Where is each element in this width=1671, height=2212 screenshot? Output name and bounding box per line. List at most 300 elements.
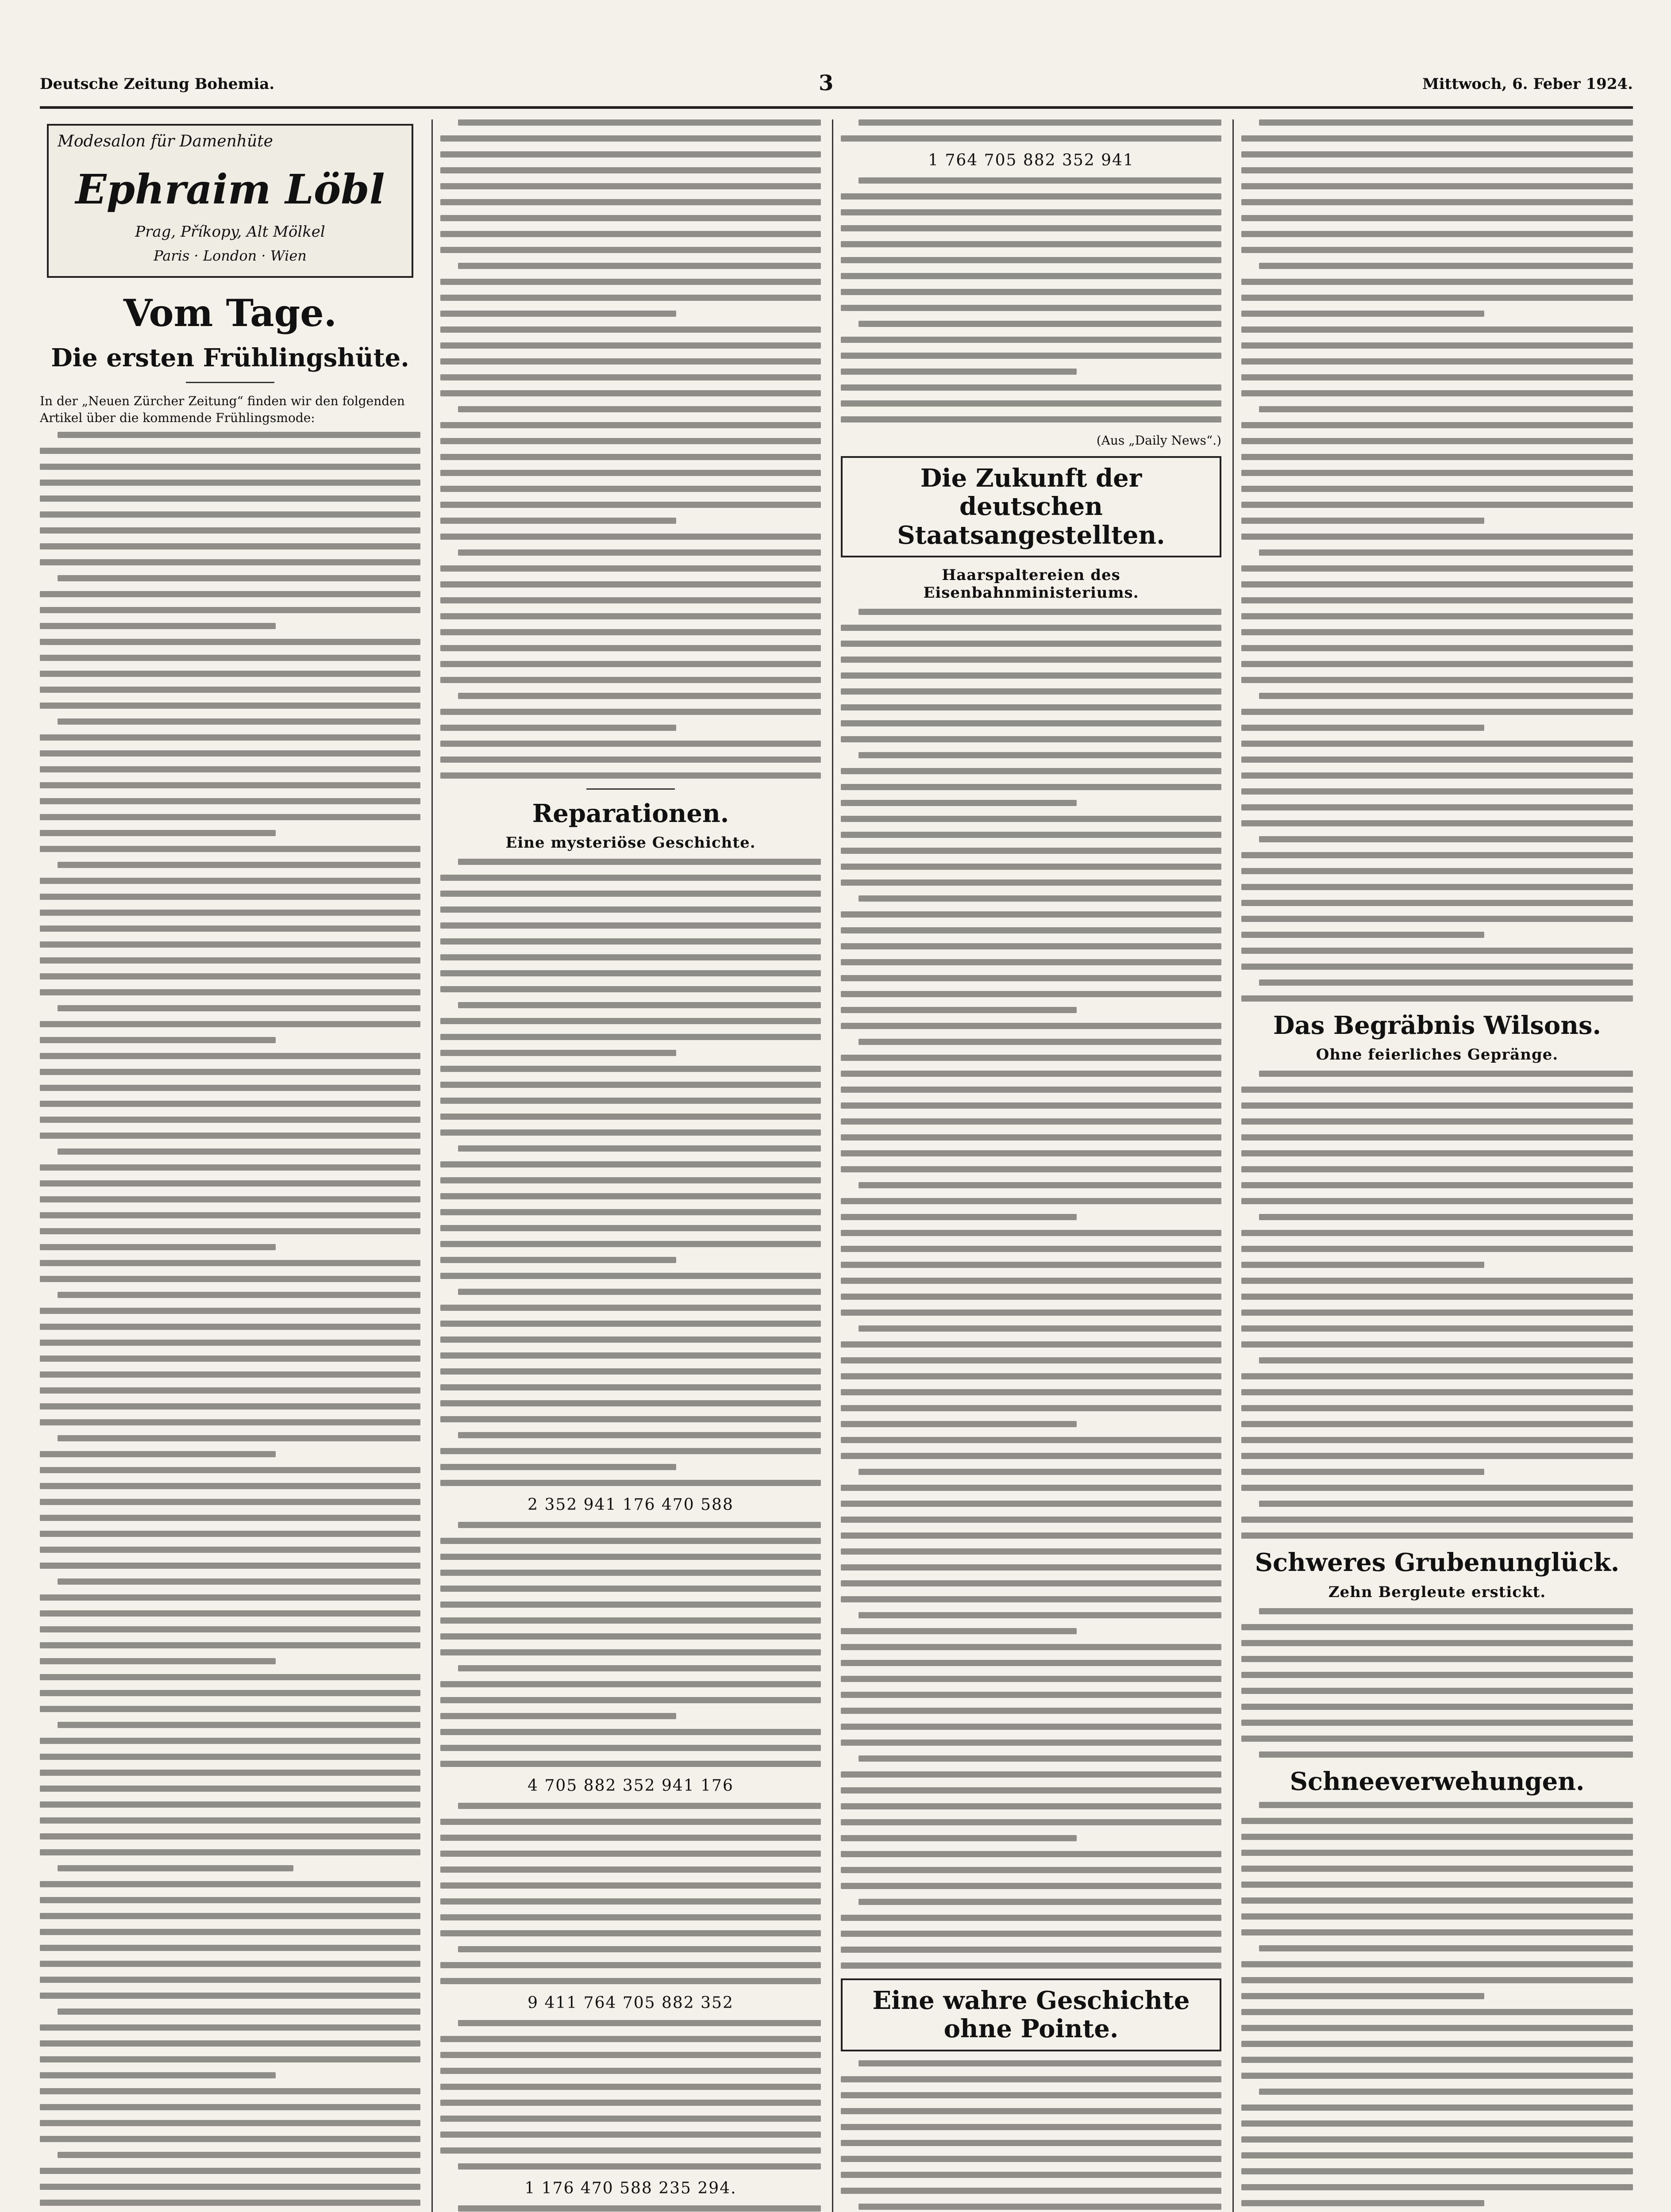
text-line xyxy=(1241,1278,1633,1284)
column-3 xyxy=(841,119,1221,2212)
text-line xyxy=(440,1819,821,1825)
text-line xyxy=(841,337,1221,343)
text-line xyxy=(841,305,1221,311)
text-line xyxy=(841,193,1221,200)
article-subtitle: Ohne feierliches Gepränge. xyxy=(1316,1046,1559,1064)
text-line xyxy=(1241,2025,1633,2031)
text-line xyxy=(1241,1850,1633,1856)
text-line xyxy=(1241,725,1484,731)
text-line xyxy=(40,973,420,979)
text-line xyxy=(1241,279,1633,285)
text-line xyxy=(40,1483,420,1489)
text-line xyxy=(440,1416,821,1422)
text-line xyxy=(40,1037,276,1043)
running-head xyxy=(40,71,1633,106)
text-line xyxy=(841,1947,1221,1953)
text-line xyxy=(40,655,420,661)
text-line xyxy=(1241,135,1633,142)
divider xyxy=(586,788,675,790)
text-line xyxy=(841,1835,1077,1841)
text-line xyxy=(40,2120,420,2126)
text-line xyxy=(440,2100,821,2106)
text-line xyxy=(440,938,821,945)
text-line xyxy=(440,613,821,619)
text-line xyxy=(440,1225,821,1231)
text-line xyxy=(440,1161,821,1167)
text-line xyxy=(40,941,420,948)
text-line xyxy=(440,1368,821,1375)
text-line xyxy=(40,1977,420,1983)
text-line xyxy=(458,859,821,865)
text-line xyxy=(40,1387,420,1394)
text-line xyxy=(440,311,676,317)
text-line xyxy=(40,1515,420,1521)
text-line xyxy=(440,1018,821,1024)
text-line xyxy=(440,661,821,667)
text-line xyxy=(859,1755,1221,1762)
text-line xyxy=(440,1851,821,1857)
text-line xyxy=(40,687,420,693)
text-line xyxy=(40,2040,420,2047)
text-line xyxy=(1241,1866,1633,1872)
text-line xyxy=(40,1419,420,1425)
text-line xyxy=(440,1273,821,1279)
text-line xyxy=(40,2024,420,2031)
text-line xyxy=(1241,2120,1633,2127)
text-line xyxy=(1241,1624,1633,1630)
text-line xyxy=(440,629,821,635)
text-line xyxy=(1259,1945,1633,1951)
text-line xyxy=(40,2056,420,2062)
text-line xyxy=(1241,151,1633,157)
text-line xyxy=(40,1212,420,1218)
text-line xyxy=(841,1055,1221,1061)
text-line xyxy=(40,1403,420,1409)
text-line xyxy=(40,1531,420,1537)
text-line xyxy=(1241,1469,1484,1475)
text-line xyxy=(841,1118,1221,1125)
text-line xyxy=(1259,1214,1633,1220)
text-line xyxy=(1259,1071,1633,1077)
text-line xyxy=(440,454,821,460)
text-line xyxy=(859,1469,1221,1475)
text-line xyxy=(841,1389,1221,1395)
text-line xyxy=(841,911,1221,918)
text-line xyxy=(440,1241,821,1247)
text-line xyxy=(440,1305,821,1311)
text-line xyxy=(440,1400,821,1406)
text-line xyxy=(40,989,420,995)
text-line xyxy=(1241,1310,1633,1316)
text-line xyxy=(841,864,1221,870)
text-line xyxy=(841,1134,1221,1141)
text-line xyxy=(440,1586,821,1592)
text-line xyxy=(440,1866,821,1873)
text-line xyxy=(440,1129,821,1136)
text-line xyxy=(440,1464,676,1470)
text-line xyxy=(440,1554,821,1560)
text-line xyxy=(1241,1961,1633,1967)
text-line xyxy=(859,2060,1221,2066)
text-line xyxy=(841,816,1221,822)
article-body xyxy=(1241,119,1633,1002)
text-line xyxy=(841,1405,1221,1411)
text-line xyxy=(40,1053,420,1059)
column-rule xyxy=(431,119,433,2212)
text-line xyxy=(1259,2089,1633,2095)
text-line xyxy=(859,1612,1221,1618)
text-line xyxy=(841,625,1221,631)
text-line xyxy=(40,511,420,518)
text-line xyxy=(440,1098,821,1104)
text-line xyxy=(440,1633,821,1640)
text-line xyxy=(440,167,821,173)
text-line xyxy=(40,2136,420,2142)
text-line xyxy=(40,1770,420,1776)
article-body xyxy=(841,2060,1221,2212)
text-line xyxy=(841,991,1221,997)
text-line xyxy=(58,1292,420,1298)
text-line xyxy=(440,183,821,189)
text-line xyxy=(841,1198,1221,1204)
text-line xyxy=(58,2152,420,2158)
text-line xyxy=(40,1993,420,1999)
article-body xyxy=(440,119,821,779)
text-line xyxy=(841,1915,1221,1921)
text-line xyxy=(1241,1182,1633,1188)
text-line xyxy=(440,1930,821,1936)
text-line xyxy=(1241,1341,1633,1348)
text-line xyxy=(440,986,821,992)
text-line xyxy=(1241,2168,1633,2174)
article-body xyxy=(440,2020,821,2170)
text-line xyxy=(58,575,420,581)
text-line xyxy=(40,1674,420,1680)
text-line xyxy=(1241,534,1633,540)
text-line xyxy=(1241,1977,1633,1983)
text-line xyxy=(1259,1608,1633,1614)
text-line xyxy=(58,1865,293,1871)
text-line xyxy=(440,438,821,444)
text-line xyxy=(1259,263,1633,269)
text-line xyxy=(458,1289,821,1295)
text-line xyxy=(841,720,1221,726)
text-line xyxy=(40,1180,420,1187)
text-line xyxy=(40,1021,420,1027)
text-line xyxy=(1241,215,1633,221)
text-line xyxy=(841,959,1221,965)
text-line xyxy=(859,895,1221,902)
text-line xyxy=(40,543,420,549)
text-line xyxy=(40,1324,420,1330)
text-line xyxy=(440,970,821,976)
divider xyxy=(186,382,274,383)
text-line xyxy=(1241,1834,1633,1840)
text-line xyxy=(841,975,1221,981)
text-line xyxy=(1241,852,1633,858)
text-line xyxy=(841,1692,1221,1698)
text-line xyxy=(40,1961,420,1967)
text-line xyxy=(40,782,420,788)
text-line xyxy=(841,832,1221,838)
column-2 xyxy=(440,119,821,2212)
ad-address: Prag, Příkopy, Alt Mölkel xyxy=(135,223,325,241)
article-subtitle: Eine mysteriöse Geschichte. xyxy=(505,834,756,852)
text-line xyxy=(841,879,1221,886)
text-line xyxy=(440,342,821,349)
text-line xyxy=(1241,167,1633,173)
text-line xyxy=(440,2116,821,2122)
text-line xyxy=(58,2008,420,2015)
text-line xyxy=(1241,342,1633,349)
column-1 xyxy=(40,119,420,2212)
text-line xyxy=(440,1193,821,1199)
text-line xyxy=(440,2084,821,2090)
article-title: Schweres Grubenunglück. xyxy=(1255,1548,1620,1578)
text-line xyxy=(841,257,1221,263)
text-line xyxy=(1241,1134,1633,1141)
text-line xyxy=(1241,1818,1633,1824)
text-line xyxy=(1241,2009,1633,2015)
text-line xyxy=(1241,502,1633,508)
text-line xyxy=(40,591,420,597)
text-line xyxy=(40,2088,420,2094)
text-line xyxy=(458,1946,821,1952)
text-line xyxy=(40,1849,420,1855)
text-line xyxy=(1259,693,1633,699)
text-line xyxy=(841,800,1077,806)
number-line: 1 764 705 882 352 941 xyxy=(928,151,1134,169)
text-line xyxy=(440,1384,821,1390)
text-line xyxy=(40,1626,420,1632)
article-title: Das Begräbnis Wilsons. xyxy=(1273,1011,1601,1040)
text-line xyxy=(440,486,821,492)
article-title-box xyxy=(841,456,1221,557)
text-line xyxy=(841,416,1221,422)
text-line xyxy=(841,641,1221,647)
text-line xyxy=(841,1373,1221,1379)
text-line xyxy=(841,848,1221,854)
column-rule xyxy=(832,119,833,2212)
text-line xyxy=(40,2072,276,2078)
article-body xyxy=(440,1803,821,1984)
text-line xyxy=(40,1101,420,1107)
text-line xyxy=(859,1182,1221,1188)
text-line xyxy=(841,1087,1221,1093)
text-line xyxy=(859,321,1221,327)
text-line xyxy=(440,1066,821,1072)
text-line xyxy=(841,1771,1221,1778)
text-line xyxy=(40,830,276,836)
text-line xyxy=(1241,2073,1633,2079)
text-line xyxy=(458,1145,821,1152)
article-source: (Aus „Daily News“.) xyxy=(1096,433,1221,448)
text-line xyxy=(40,1610,420,1617)
text-line xyxy=(841,1341,1221,1348)
text-line xyxy=(841,1230,1221,1236)
column-rule xyxy=(1232,119,1234,2212)
text-line xyxy=(440,1882,821,1889)
text-line xyxy=(458,693,821,699)
issue-date: Mittwoch, 6. Feber 1924. xyxy=(1422,75,1633,93)
number-line: 9 411 764 705 882 352 xyxy=(527,1994,734,2012)
text-line xyxy=(841,2076,1221,2082)
text-line xyxy=(58,432,420,438)
text-line xyxy=(841,1660,1221,1666)
text-line xyxy=(1241,295,1633,301)
text-line xyxy=(1241,1325,1633,1332)
text-line xyxy=(1241,1102,1633,1109)
text-line xyxy=(440,757,821,763)
article-subtitle: Haarspaltereien des Eisenbahnministeriums. xyxy=(923,566,1139,602)
text-line xyxy=(440,326,821,333)
text-line xyxy=(1241,2200,1484,2206)
text-line xyxy=(440,279,821,285)
newspaper-page xyxy=(40,18,1633,2212)
text-line xyxy=(40,495,420,502)
text-line xyxy=(1241,932,1484,938)
text-line xyxy=(841,1294,1221,1300)
text-line xyxy=(440,358,821,365)
text-line xyxy=(440,470,821,476)
article-body xyxy=(440,2205,821,2212)
text-line xyxy=(440,534,821,540)
text-line xyxy=(1241,2104,1633,2111)
text-line xyxy=(841,1421,1077,1427)
text-line xyxy=(1259,406,1633,412)
text-line xyxy=(440,741,821,747)
text-line xyxy=(1241,390,1633,396)
text-line xyxy=(440,1050,676,1056)
text-line xyxy=(841,672,1221,679)
text-line xyxy=(1241,884,1633,890)
text-line xyxy=(458,2205,821,2212)
text-line xyxy=(40,639,420,645)
text-line xyxy=(859,752,1221,758)
text-line xyxy=(1241,1640,1633,1646)
text-line xyxy=(1241,1672,1633,1678)
article-body xyxy=(1241,1608,1633,1758)
text-line xyxy=(841,1501,1221,1507)
article-title: Reparationen. xyxy=(532,799,729,828)
text-line xyxy=(841,241,1221,247)
text-line xyxy=(1241,868,1633,874)
text-line xyxy=(841,369,1077,375)
text-line xyxy=(440,151,821,157)
text-line xyxy=(440,1962,821,1968)
text-line xyxy=(1241,1230,1633,1236)
text-line xyxy=(841,2124,1221,2130)
text-line xyxy=(1241,247,1633,253)
text-line xyxy=(440,565,821,572)
text-line xyxy=(40,894,420,900)
text-line xyxy=(440,502,821,508)
text-line xyxy=(40,1308,420,1314)
text-line xyxy=(841,1437,1221,1443)
text-line xyxy=(1241,1421,1633,1427)
text-line xyxy=(1241,597,1633,603)
text-line xyxy=(440,422,821,428)
text-line xyxy=(859,1325,1221,1332)
text-line xyxy=(458,406,821,412)
text-line xyxy=(841,135,1221,142)
text-line xyxy=(841,1357,1221,1363)
text-line xyxy=(1241,1882,1633,1888)
text-line xyxy=(1241,804,1633,810)
section-title: Vom Tage. xyxy=(123,291,337,335)
text-line xyxy=(841,1851,1221,1857)
text-line xyxy=(40,798,420,804)
text-line xyxy=(458,549,821,556)
text-line xyxy=(58,1435,420,1441)
text-line xyxy=(440,597,821,603)
text-line xyxy=(58,862,420,868)
article-title: Eine wahre Geschichte ohne Pointe. xyxy=(872,1985,1190,2044)
text-line xyxy=(440,2147,821,2154)
article-body xyxy=(40,432,420,2212)
text-line xyxy=(1241,629,1633,635)
text-line xyxy=(841,225,1221,231)
text-line xyxy=(1241,1198,1633,1204)
text-line xyxy=(40,559,420,565)
text-line xyxy=(841,1023,1221,1029)
text-line xyxy=(1241,964,1633,970)
text-line xyxy=(440,374,821,380)
text-line xyxy=(1241,1993,1484,1999)
text-line xyxy=(440,1729,821,1735)
text-line xyxy=(440,1681,821,1687)
text-line xyxy=(440,1336,821,1343)
text-line xyxy=(841,1740,1221,1746)
text-line xyxy=(40,671,420,677)
text-line xyxy=(1241,231,1633,237)
text-line xyxy=(1241,677,1633,683)
text-line xyxy=(841,2092,1221,2098)
text-line xyxy=(841,1262,1221,1268)
text-line xyxy=(40,1228,420,1234)
text-line xyxy=(40,910,420,916)
text-line xyxy=(1241,518,1484,524)
text-line xyxy=(1241,613,1633,619)
text-line xyxy=(440,2068,821,2074)
text-line xyxy=(1241,454,1633,460)
text-line xyxy=(440,1570,821,1576)
text-line xyxy=(440,906,821,913)
text-line xyxy=(1241,1294,1633,1300)
text-line xyxy=(841,768,1221,774)
text-line xyxy=(40,1244,276,1250)
text-line xyxy=(841,400,1221,407)
text-line xyxy=(58,1578,420,1585)
text-line xyxy=(841,289,1221,295)
text-line xyxy=(40,1356,420,1362)
text-line xyxy=(1241,995,1633,1002)
text-line xyxy=(458,1803,821,1809)
text-line xyxy=(841,1644,1221,1650)
text-line xyxy=(440,875,821,881)
text-line xyxy=(40,878,420,884)
text-line xyxy=(40,926,420,932)
text-line xyxy=(40,814,420,820)
text-line xyxy=(1241,645,1633,651)
text-line xyxy=(40,1594,420,1601)
text-line xyxy=(1241,422,1633,428)
text-line xyxy=(1241,1517,1633,1523)
text-line xyxy=(841,1246,1221,1252)
text-line xyxy=(841,704,1221,710)
article-body xyxy=(1241,1071,1633,1539)
text-line xyxy=(40,1499,420,1505)
